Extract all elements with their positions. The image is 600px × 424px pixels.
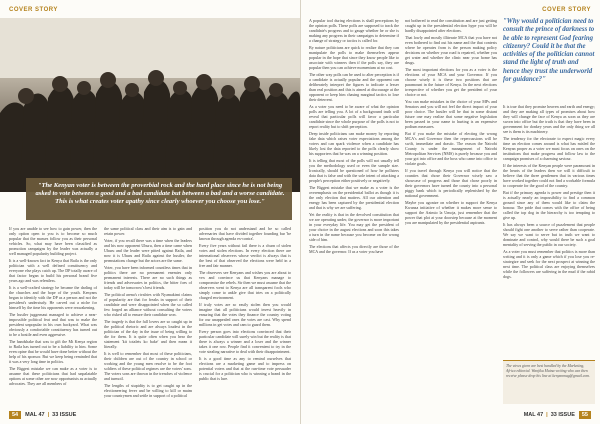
paragraph: As a voter you need to be aware of what the opinion polls are telling you. A lot of a background truth will reveal that particular polls will favor a particular candidate since the whole purpose of the polls is not to report reality but to shift perception. [309, 104, 399, 129]
paragraph: It is true that they promise heaven and earth and energy; and they are making all types of promises about how they will change the face of Kenya as soon as they are sworn into office but the truth is that they have been in government for donkey years and the only thing we all see is them is its machinery. [503, 104, 595, 134]
paragraph: By nature politicians are quick to realize that they can manipulate the polls to make themselves appear popular in the hope that since they know people like to associate with winners then if the polls say, they are popular then you can achieve momentum at no cost. [309, 45, 399, 70]
paragraph: The observers see Kenyans and wishes you are about to vex and convince us that Kenyans manage to compromise the rebels. Sir then we must assume that the observers went to Kenya are all transparent fools who simply come to ankle give that tries on a politically charged environment. [199, 270, 291, 300]
paragraph: It is a well-crafted strategy he became the darling of the churches and the hope of the youth. Kenyans began to identify with the DP as a person and not the president's understudy. He carved out a niche for himself by the time his opponents were reawakening. [9, 285, 97, 310]
section-label: COVER STORY [9, 7, 58, 13]
magazine-name: MAL 47 [25, 412, 45, 418]
cover-quote: "The Kenyan voter is between the proverbial rock and the hard place since he is not being asked to vote between a good and a bad candidate but between a bad and a worse candidate. This is what creates voter apathy since clearly whoever you choose you lose." [35, 182, 285, 205]
paragraph: A popular tool during elections is shall perceptions by the opinion polls. These polls are supposed to track the candidate's progress and to gauge whether he or she is making any progress in their campaigns to determine if a change of strategy or tactics is called for. [309, 18, 399, 43]
paragraph: The most important elections for you as a voter is the elections of your MCA and your Governor. If you choose wisely it is these two positions that are paramount in the future of Kenya. In the next elections irrespective of whether you get the president of your choice or not. [405, 67, 497, 97]
paragraph: The tendency for the electorate to expect magic every time an election comes around is what has misled the Kenyan proper as a voter we must focus on ones on the institutions that make progress and follow law to the campaign promises of a charming saviour. [503, 136, 595, 161]
paragraph: The Biggest mistake that we make as a voter is the overemphasis on the presidential ballot as though it is the only election that matters. All our attention and energy has been captured by the presidential election and that is why we are suffering. [309, 185, 399, 210]
paragraph: The Biggest mistake we can make as a voter is to assume that these politicians that had unpalatable options at some other are now opportunists as actually advocates. They are all members of [9, 366, 97, 386]
paragraph: The elections that affects you directly are those of the MCA and the governor. If as a voter you have [309, 244, 399, 254]
paragraph: You can make mistakes in the choice of your MPs and Senators and you will not feel the direct impact of your poor choice. The hustler will be that in some distant future one may realize that some negative legislation been passed in your name to hurting is an expensive podium measures. [405, 99, 497, 129]
paragraph: If you are unable to see how to gain power, then the only option open to you is to become so much popular that the masses follow you as their personal vehicles. So, what may have been classified as promotion campaigns by the leader was actually a well managed popularity building project. [9, 226, 97, 256]
magazine-name: MAL 47 [523, 412, 544, 418]
page-number: 54 [9, 411, 21, 419]
author-note-box [503, 360, 595, 404]
paragraph: But if the primary agenda is power and prestige then it is actually nearly an impossibility to find a common ground since any of them would like to claim the honour. The pride that comes with the office of being called the top dog in the hierarchy is too tempting to give up. [503, 190, 595, 220]
paragraph: The handshake that was to gift the Mt Kenya region to Raila has turned out to be a liability to him. Some even opine that he would have done better without the help of his sponsor. But we keep being reminded that it was a very long time in politics. [9, 339, 97, 364]
paragraph: It is a well-known fact in Kenya that Raila is the only politician with a well defined constituency and everyone else plays catch up. The DP totally aware of that factor began to build his personal brand five years ago and was relentless. [9, 258, 97, 283]
paragraph: If truly votes are so easily stolen then you would imagine that all politicians would invest heavily in ensuring that the votes they finance the country voting for our unappealed ones the votes are cast. Why spend millions in get votes and cam to guard them. [199, 302, 291, 327]
section-label: COVER STORY [542, 7, 591, 13]
right-footer: MAL 47 | 33 ISSUE 55 [524, 412, 591, 418]
paragraph: It has always been a source of puzzlement that people should fight one another to serve rather than cooperate. We say we want to serve but in truth we want to dominate and control, why would there be such a goal mentality of serving the public in our society. [503, 222, 595, 247]
paragraph: the same political class and their aim is to gain and retain power. [104, 226, 192, 236]
issue-label: 33 ISSUE [550, 412, 575, 418]
paragraph: not bothered to read the constitution and are just getting caught up in the presidential election hype you will be hardly disappointed after elections. [405, 18, 497, 33]
paragraph: position you do not understand and be so called adversaries that have divided together founding bar 'be known through agenda ex-contra'. [199, 226, 291, 241]
right-page [300, 0, 600, 424]
right-column-2 [405, 18, 497, 227]
paragraph: The political arena's rivalries with Nyamakimi claims of popularity are that for freaks in support of their candidate and were disappointed when the so called few forged an alliance without consulting the voters who risked all to ensure their candidate won. [104, 292, 192, 317]
paragraph: Deep inside politicians can make money by reporting fake data which raises voter expectations among the voters and can spark violence when a candidate has likely lost the data reported to the polls clearly show his supporters that he was on a winning position. [309, 131, 399, 156]
voters-silhouette-image [0, 18, 300, 192]
left-column-2 [104, 226, 192, 400]
cover-photo [0, 18, 300, 192]
issue-label: 33 ISSUE [52, 412, 77, 418]
paragraph: That lowly and mostly illiterate MCA that you have not even bothered to find out his name and the that contests where he operates from is the person making policy decisions on whether your road is repaired, whether you get water and whether the clinic near your home has drugs. [405, 35, 497, 65]
right-column-3 [503, 104, 595, 281]
paragraph: Maybe you agonize on whether to support the Kenya Kwanza initiative of whether it makes more sense to support the Azimio la Umoja, just remember that the power that plot at your doorstep because at the moment you are manipulated by the presidential aspirants. [405, 200, 497, 225]
paragraph: The other way polls can be used to alter perception is if a candidate is actually popular and the opponent can deliberately interpret the figures to indicate a lesser than real position and this is aimed at discourage at the opponent or keep him chasing marginal tactics to lose their deterrent. [309, 72, 399, 102]
paragraph: It is telling that most of the polls will not usually tell you the methodology used or even the sample size. Ironically, should be questioned of how he pollsters data that is false and with the sole intent of attacking a people's perception either positively or negatively. [309, 158, 399, 183]
paragraph: It is well to remember that most of these politicians, their children are out of the country in school or working and the young men resolve to be the foot soldiers of these political regimes are the voters' sons. The voters sons are thrown in the trenches of violence and turmoil. [104, 351, 192, 381]
page-number: 55 [579, 411, 591, 419]
author-note: The views given are best handled by the Marketing, Africa editorial. Wanjiku Maina writing who can then receive please drop his line at kenyanmag@gmail.com. [506, 364, 590, 378]
paragraph: As a voter you must remember that politics is more than writing and it is only a game which if you lose you re-strategize and seek for the next prospect at winning the next time. The political class are enjoying themselves while the followers are suffering in the mud if the rabid dogs. [503, 249, 595, 279]
paragraph: It is a good time as any to remind ourselves that elections are a marketing game and to impress on potential voters and that at the run-time vote persuader is crucial for a politician who is winning a brand in the public that is lure. [199, 356, 291, 381]
paragraph: Voter, if you recall there was a time when the leaders and his now opponent Uhuru, then a time came when Uhuru and the leader were pitted against Raila, and now it is Uhuru and Raila against the hustler, the permutations change but the actors are the same. [104, 238, 192, 263]
left-column-3 [199, 226, 291, 383]
paragraph: The lengths of stupidity is to get caught up in the electioneering fever and be willing to kill or maim your countrymen and settle in support of a political [104, 383, 192, 398]
paragraph: If you travel through Kenya you will notice that the counties that chose their Governor wisely saw a showcase of progress and those that chose poorly in their governors have turned the county into a personal piggy bank which is periodically replenished by the national government. [405, 168, 497, 198]
left-column-1 [9, 226, 97, 388]
paragraph: But if you make the mistake of electing the wrong MCA's and Governor then the repercussions will be swift, immediate and drastic. The reason the Nairobi County is under the management of Nairobi Metropolitan Services (NMS) is purely because you and your got into office and the boss who came into office to violate goals. [405, 131, 497, 166]
paragraph: Voter, you have been informed countless times that in politics there are no permanent enemies only permanent interests. There are no such things as friends and adversaries in politics, the bitter foes of today will be tomorrow's best friends. [104, 265, 192, 290]
paragraph: The tragedy is that the fall lovers are so caught up in the political rhetoric and are always loudest in the politician of the day in the issue of being willing to die for them. It is quite often when you hear the statement 'kit totalets ko bake' and then mean it literally. [104, 319, 192, 349]
paragraph: Yet the reality is that in the devolved constitution that we are operating under, the governor is more important in your everyday life. You may get the president of your choice in the august elections and soon this takes a turn in the name because you become on the wrong side of him. [309, 212, 399, 242]
left-footer: 54 MAL 47 | 33 ISSUE [9, 412, 76, 418]
pull-quote: "Why would a politician need to consult the prince of darkness to be able to represent God fearing citizenry? Could it be that the activities of the politician cannot stand the light of truth and hence they trust the underworld for guidance?" [503, 18, 595, 84]
paragraph: Every five years without fail there is a churn of stolen votes and stolen elections. In every election there are international observers whose verdict is always that is the best of that observed the elections were held in a free and fair manner. [199, 243, 291, 268]
paragraph: If the interests of the Kenyan people were paramount in the hearts of the leaders then we will it difficult to believe that the three gentlemen that in various times have worked together could not find a workable formula to cooperate for the good of the country. [503, 163, 595, 188]
paragraph: The hustler juggernaut managed to achieve a near-impossible political feat and that was to make the president unpopular in his own backyard. What was obviously a comfortable constituency has turned out to be a hostile and even aggressive. [9, 312, 97, 337]
paragraph: Every person goes into elections convinced that their particular candidate will surely win but the reality is that there is always a winner and a loser and the winner takes it one row. People find it convenient to try in the vote stealing narrative to deal with their disappointment. [199, 329, 291, 354]
right-column-1 [309, 18, 399, 256]
